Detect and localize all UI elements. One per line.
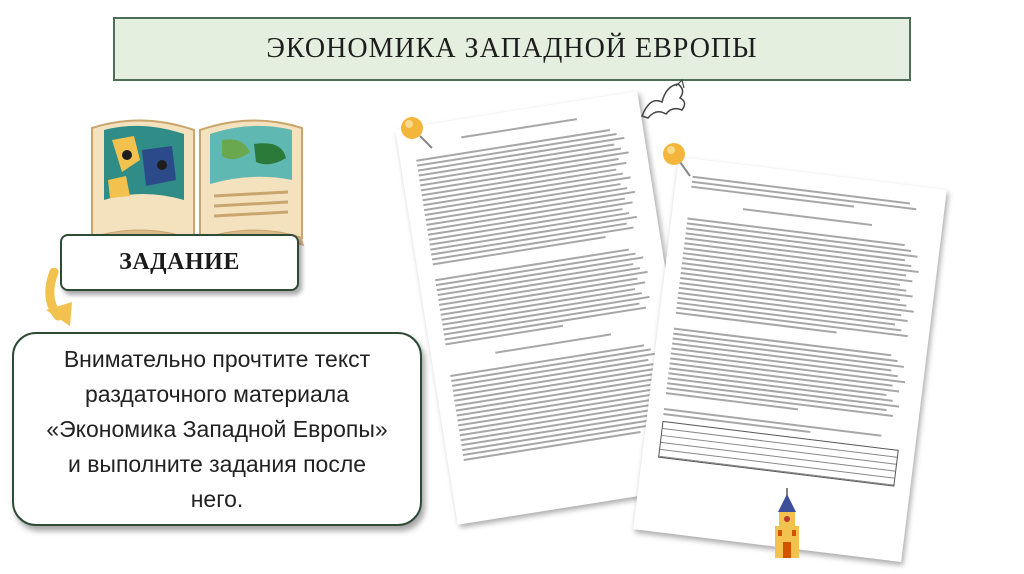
task-label: ЗАДАНИЕ [119,249,240,275]
curved-arrow-icon [36,268,106,338]
dragon-sketch-icon [636,76,692,124]
instruction-box [12,332,422,526]
instruction-text: Внимательно прочтите текст раздаточного материала «Экономика Западной Европы» и выполните задания после него. [46,345,388,512]
tower-icon [770,488,804,560]
handout-table [658,421,899,487]
open-book-with-map-icon [82,100,312,250]
push-pin-icon [658,138,698,178]
page-title: ЭКОНОМИКА ЗАПАДНОЙ ЕВРОПЫ [266,33,758,64]
push-pin-icon [396,112,436,152]
title-banner [113,17,911,81]
